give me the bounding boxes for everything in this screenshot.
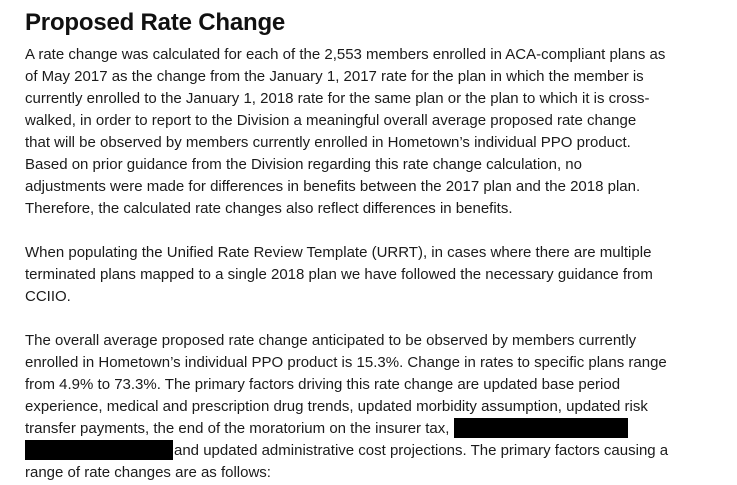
text-line: of May 2017 as the change from the January 1, 2017 rate for the plan in which the member is: [25, 68, 644, 85]
text-line: enrolled in Hometown’s individual PPO product is 15.3%. Change in rates to specific plans range: [25, 354, 667, 371]
text-segment: transfer payments, the end of the moratorium on the insurer tax,: [25, 420, 454, 437]
text-line: experience, medical and prescription drug trends, updated morbidity assumption, updated risk: [25, 398, 648, 415]
text-line: CCIIO.: [25, 288, 71, 305]
text-line: A rate change was calculated for each of the 2,553 members enrolled in ACA-compliant plans as: [25, 46, 666, 63]
text-line: walked, in order to report to the Division a meaningful overall average proposed rate change: [25, 112, 637, 129]
redaction-bar: [25, 440, 173, 460]
text-line: terminated plans mapped to a single 2018 plan we have followed the necessary guidance from: [25, 266, 653, 283]
text-segment: and updated administrative cost projections. The primary factors causing a: [174, 442, 669, 459]
text-line: range of rate changes are as follows:: [25, 464, 271, 481]
paragraph-rate-change-calc: [25, 44, 715, 220]
page-title: Proposed Rate Change: [25, 9, 286, 36]
text-line: When populating the Unified Rate Review Template (URRT), in cases where there are multiple: [25, 244, 652, 261]
paragraph-overall-rate-change: [25, 330, 715, 484]
text-line: Therefore, the calculated rate changes also reflect differences in benefits.: [25, 200, 513, 217]
text-line: Based on prior guidance from the Division regarding this rate change calculation, no: [25, 156, 582, 173]
text-line: currently enrolled to the January 1, 2018 rate for the same plan or the plan to which it is cross-: [25, 90, 650, 107]
paragraph-urrt: [25, 242, 715, 308]
text-line: adjustments were made for differences in benefits between the 2017 plan and the 2018 plan.: [25, 178, 641, 195]
redaction-bar: [454, 418, 628, 438]
text-line: that will be observed by members currently enrolled in Hometown’s individual PPO product.: [25, 134, 631, 151]
text-line: The overall average proposed rate change anticipated to be observed by members currently: [25, 332, 637, 349]
text-line-with-redaction: [25, 440, 715, 462]
text-line: from 4.9% to 73.3%. The primary factors driving this rate change are updated base period: [25, 376, 621, 393]
text-line-with-redaction: [25, 418, 715, 440]
